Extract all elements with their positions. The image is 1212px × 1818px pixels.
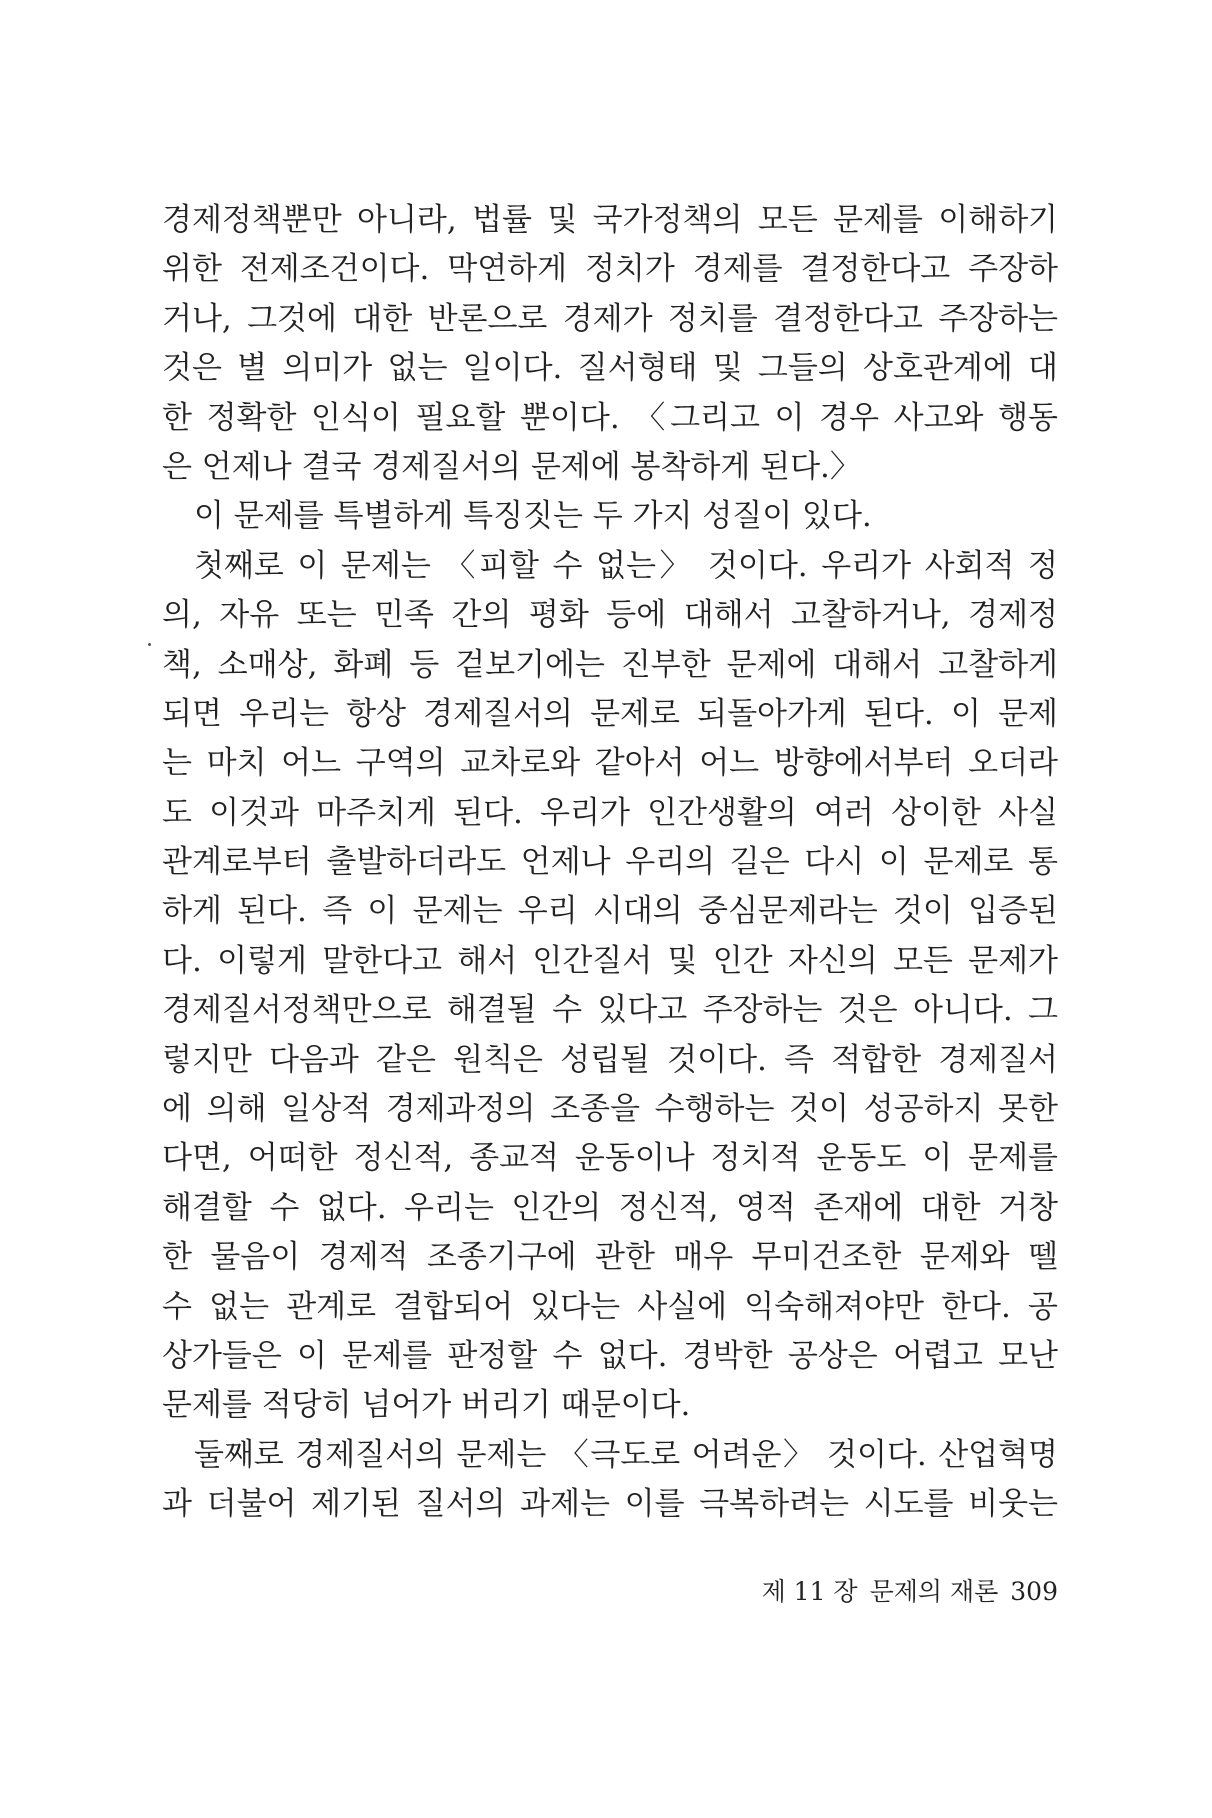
- text-line: 것은 별 의미가 없는 일이다. 질서형태 및 그들의 상호관계에 대: [162, 350, 1058, 387]
- text-line: 이 문제를 특별하게 특징짓는 두 가지 성질이 있다.: [194, 498, 872, 535]
- text-line: 은 언제나 결국 경제질서의 문제에 봉착하게 된다.〉: [162, 448, 861, 485]
- page-footer: [740, 1572, 1058, 1608]
- text-line: 과 더불어 제기된 질서의 과제는 이를 극복하려는 시도를 비웃는: [162, 1486, 1058, 1523]
- text-line: 경제질서정책만으로 해결될 수 있다고 주장하는 것은 아니다. 그: [162, 992, 1058, 1029]
- text-line: 도 이것과 마주치게 된다. 우리가 인간생활의 여러 상이한 사실: [162, 794, 1058, 831]
- body-text: [162, 196, 1058, 1530]
- text-line: 문제를 적당히 넘어가 버리기 때문이다.: [162, 1387, 691, 1424]
- text-line: 상가들은 이 문제를 판정할 수 없다. 경박한 공상은 어렵고 모난: [162, 1337, 1058, 1374]
- text-line: 둘째로 경제질서의 문제는 〈극도로 어려운〉 것이다. 산업혁명: [194, 1436, 1058, 1473]
- page-number: 309: [1010, 1577, 1058, 1606]
- text-line: 거나, 그것에 대한 반론으로 경제가 정치를 결정한다고 주장하는: [162, 300, 1058, 337]
- text-line: 는 마치 어느 구역의 교차로와 같아서 어느 방향에서부터 오더라: [162, 745, 1058, 782]
- text-line: 의, 자유 또는 민족 간의 평화 등에 대해서 고찰하거나, 경제정: [162, 597, 1058, 634]
- text-line: 한 정확한 인식이 필요할 뿐이다. 〈그리고 이 경우 사고와 행동: [162, 399, 1058, 436]
- text-line: 되면 우리는 항상 경제질서의 문제로 되돌아가게 된다. 이 문제: [162, 695, 1058, 732]
- text-line: 첫째로 이 문제는 〈피할 수 없는〉 것이다. 우리가 사회적 정: [194, 547, 1058, 584]
- text-line: 위한 전제조건이다. 막연하게 정치가 경제를 결정한다고 주장하: [162, 251, 1058, 288]
- text-line: 다. 이렇게 말한다고 해서 인간질서 및 인간 자신의 모든 문제가: [162, 942, 1058, 979]
- chapter-label: 제 11 장: [761, 1577, 858, 1606]
- print-speck: [148, 643, 151, 646]
- text-line: 에 의해 일상적 경제과정의 조종을 수행하는 것이 성공하지 못한: [162, 1091, 1058, 1128]
- text-line: 책, 소매상, 화폐 등 겉보기에는 진부한 문제에 대해서 고찰하게: [162, 646, 1058, 683]
- text-line: 해결할 수 없다. 우리는 인간의 정신적, 영적 존재에 대한 거창: [162, 1189, 1058, 1226]
- chapter-title: 문제의 재론: [869, 1577, 999, 1606]
- text-line: 다면, 어떠한 정신적, 종교적 운동이나 정치적 운동도 이 문제를: [162, 1140, 1058, 1177]
- text-line: 렇지만 다음과 같은 원칙은 성립될 것이다. 즉 적합한 경제질서: [162, 1041, 1058, 1078]
- text-line: 관계로부터 출발하더라도 언제나 우리의 길은 다시 이 문제로 통: [162, 844, 1058, 881]
- text-line: 경제정책뿐만 아니라, 법률 및 국가정책의 모든 문제를 이해하기: [162, 202, 1058, 238]
- text-line: 한 물음이 경제적 조종기구에 관한 매우 무미건조한 문제와 뗄: [162, 1239, 1058, 1276]
- text-line: 수 없는 관계로 결합되어 있다는 사실에 익숙해져야만 한다. 공: [162, 1288, 1058, 1325]
- text-line: 하게 된다. 즉 이 문제는 우리 시대의 중심문제라는 것이 입증된: [162, 893, 1058, 930]
